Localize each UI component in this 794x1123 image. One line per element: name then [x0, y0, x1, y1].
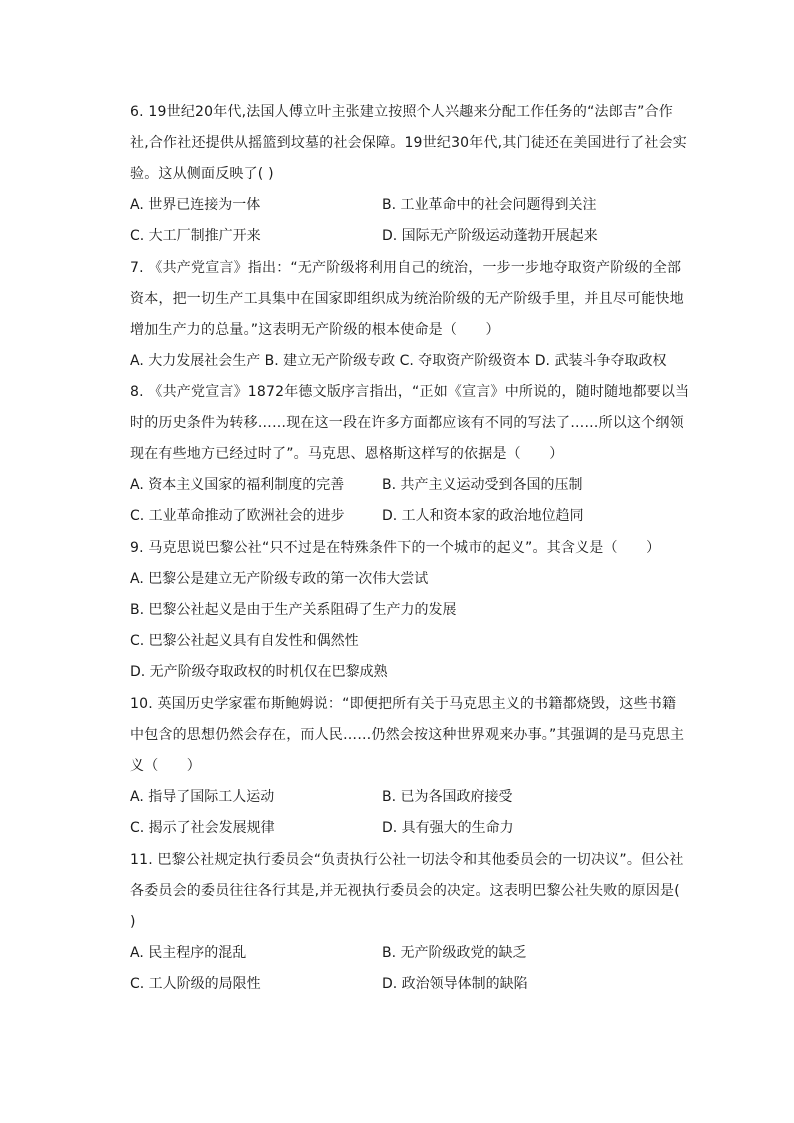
question-11-option-a[interactable]: A. 民主程序的混乱	[130, 945, 247, 961]
question-11-stem: 11. 巴黎公社规定执行委员会“负责执行公社一切法令和其他委员会的一切决议”。但公社各委员会的委员往往各行其是,并无视执行委员会的决定。这表明巴黎公社失败的原因是( )	[130, 852, 709, 930]
question-9-option-d[interactable]: D. 无产阶级夺取政权的时机仅在巴黎成熟	[130, 664, 388, 680]
question-8-option-c[interactable]: C. 工业革命推动了欧洲社会的进步	[130, 508, 345, 524]
question-9-stem: 9. 马克思说巴黎公社“只不过是在特殊条件下的一个城市的起义”。其含义是（ ）	[130, 540, 661, 556]
question-9-option-c[interactable]: C. 巴黎公社起义具有自发性和偶然性	[130, 633, 359, 649]
question-10-stem: 10. 英国历史学家霍布斯鲍姆说：“即便把所有关于马克思主义的书籍都烧毁，这些书籍中包含的思想仍然会存在，而人民……仍然会按这种世界观来办事。”其强调的是马克思主义（ ）	[130, 696, 685, 774]
question-6-options	[130, 190, 730, 252]
question-7-stem: 7. 《共产党宣言》指出：“无产阶级将利用自己的统治，一步一步地夺取资产阶级的全部资本，把一切生产工具集中在国家即组织成为统治阶级的无产阶级手里，并且尽可能快地增加生产力的总量。”这表明无产阶级的根本使命是（ ）	[130, 260, 684, 338]
question-8	[130, 377, 690, 532]
question-6-option-a[interactable]: A. 世界已连接为一体	[130, 197, 261, 213]
question-11	[130, 845, 709, 1000]
question-11-option-c[interactable]: C. 工人阶级的局限性	[130, 976, 261, 992]
question-6-stem: 6. 19世纪20年代,法国人傅立叶主张建立按照个人兴趣来分配工作任务的“法郎吉”合作社,合作社还提供从摇篮到坟墓的社会保障。19世纪30年代,其门徒还在美国进行了社会实验。这从侧面反映了( )	[130, 104, 687, 182]
question-8-option-a[interactable]: A. 资本主义国家的福利制度的完善	[130, 477, 345, 493]
question-6-option-b[interactable]: B. 工业革命中的社会问题得到关注	[382, 197, 597, 213]
question-8-option-b[interactable]: B. 共产主义运动受到各国的压制	[382, 477, 583, 493]
question-7	[130, 253, 690, 377]
question-9	[130, 533, 690, 688]
question-7-options[interactable]: A. 大力发展社会生产 B. 建立无产阶级专政 C. 夺取资产阶级资本 D. 武装斗争夺取政权	[130, 353, 667, 369]
question-6	[130, 97, 690, 252]
question-10-options	[130, 782, 730, 844]
question-10-option-d[interactable]: D. 具有强大的生命力	[382, 820, 514, 836]
question-9-option-b[interactable]: B. 巴黎公社起义是由于生产关系阻碍了生产力的发展	[130, 602, 457, 618]
question-8-stem: 8. 《共产党宣言》1872年德文版序言指出，“正如《宣言》中所说的，随时随地都要以当时的历史条件为转移……现在这一段在许多方面都应该有不同的写法了……所以这个纲领现在有些地方已经过时了”。马克思、恩格斯这样写的依据是（ ）	[130, 384, 690, 462]
question-11-option-b[interactable]: B. 无产阶级政党的缺乏	[382, 945, 527, 961]
question-11-option-d[interactable]: D. 政治领导体制的缺陷	[382, 976, 528, 992]
question-9-option-a[interactable]: A. 巴黎公是建立无产阶级专政的第一次伟大尝试	[130, 571, 429, 587]
question-10-option-c[interactable]: C. 揭示了社会发展规律	[130, 820, 275, 836]
question-6-option-c[interactable]: C. 大工厂制推广开来	[130, 228, 261, 244]
question-10-option-a[interactable]: A. 指导了国际工人运动	[130, 789, 275, 805]
question-11-options	[130, 938, 730, 1000]
question-10	[130, 689, 690, 844]
question-10-option-b[interactable]: B. 已为各国政府接受	[382, 789, 513, 805]
question-6-option-d[interactable]: D. 国际无产阶级运动蓬勃开展起来	[382, 228, 598, 244]
question-8-options	[130, 470, 730, 532]
question-8-option-d[interactable]: D. 工人和资本家的政治地位趋同	[382, 508, 584, 524]
